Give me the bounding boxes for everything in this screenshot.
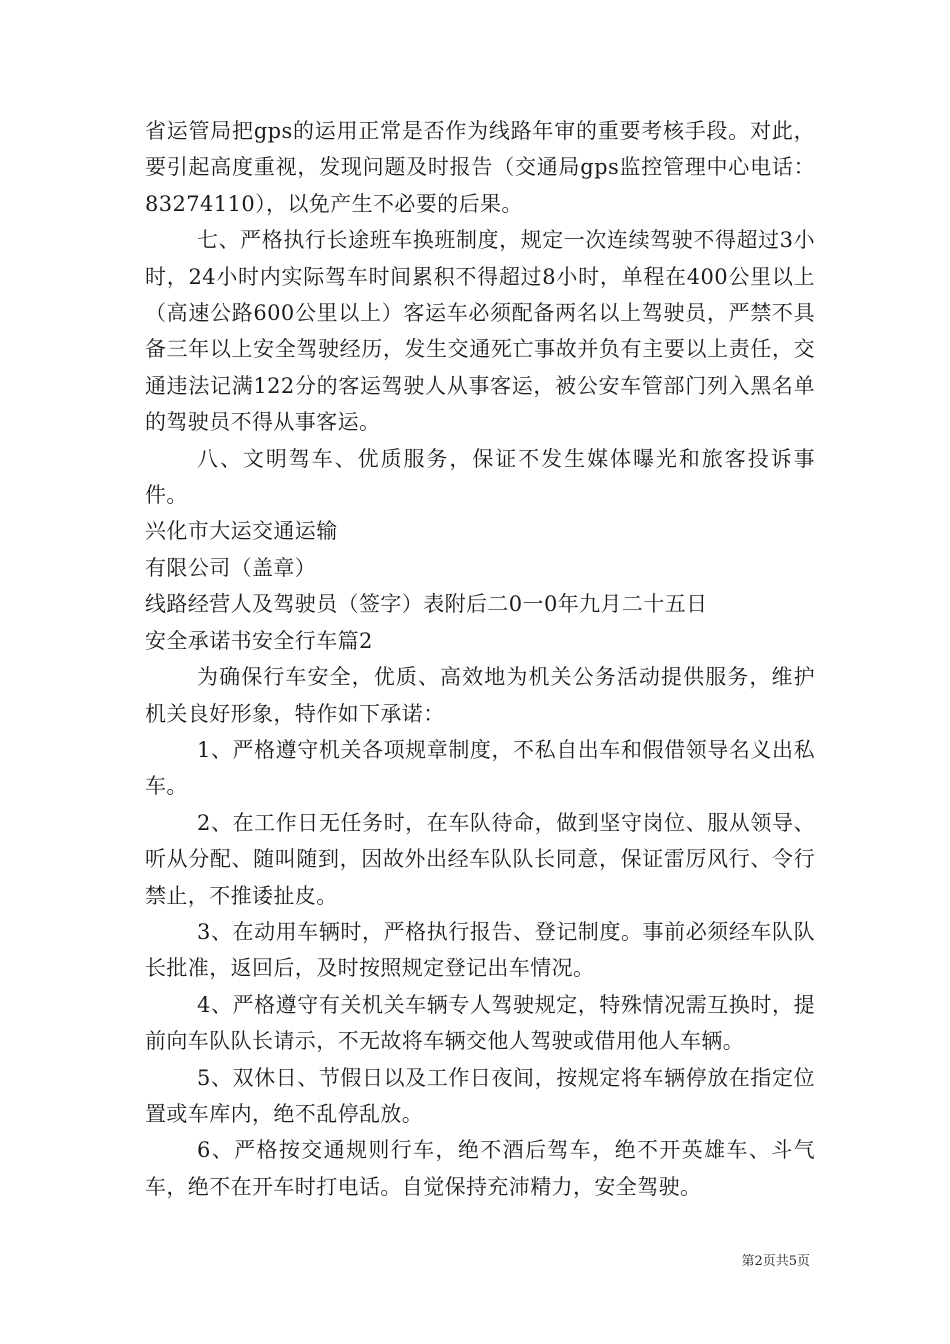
paragraph-pledge-6: 6、严格按交通规则行车，绝不酒后驾车，绝不开英雄车、斗气车，绝不在开车时打电话。自觉保持充沛精力，安全驾驶。 xyxy=(145,1138,815,1199)
paragraph-pledge-1: 1、严格遵守机关各项规章制度，不私自出车和假借领导名义出私车。 xyxy=(145,737,815,799)
paragraph-item-7: 七、严格执行长途班车换班制度，规定一次连续驾驶不得超过3小时，24小时内实际驾车时间累积不得超过8小时，单程在400公里以上（高速公路600公里以上）客运车必须配备两名以上驾驶员，严禁不具备三年以上安全驾驶经历，发生交通死亡事故并负有主要以上责任，交通违法记满122分的客运驾驶人从事客运，被公安车管部门列入黑名单的驾驶员不得从事客运。 xyxy=(145,228,815,435)
signature-company-line2: 有限公司（盖章） xyxy=(145,555,317,580)
paragraph-item-8: 八、文明驾车、优质服务，保证不发生媒体曝光和旅客投诉事件。 xyxy=(145,446,815,508)
paragraph-intro: 为确保行车安全，优质、高效地为机关公务活动提供服务，维护机关良好形象，特作如下承诺： xyxy=(145,665,815,726)
section-heading: 安全承诺书安全行车篇2 xyxy=(145,628,373,653)
signature-drivers-date: 线路经营人及驾驶员（签字）表附后二0一0年九月二十五日 xyxy=(145,592,708,617)
paragraph-gps-continuation: 省运管局把gps的运用正常是否作为线路年审的重要考核手段。对此，要引起高度重视，发现问题及时报告（交通局gps监控管理中心电话：83274110），以免产生不必要的后果。 xyxy=(145,119,815,216)
document-body xyxy=(145,113,815,1205)
signature-company-line1: 兴化市大运交通运输 xyxy=(145,519,338,544)
page-number-footer: 第2页共5页 xyxy=(741,1254,810,1269)
paragraph-pledge-2: 2、在工作日无任务时，在车队待命，做到坚守岗位、服从领导、听从分配、随叫随到，因故外出经车队队长同意，保证雷厉风行、令行禁止，不推诿扯皮。 xyxy=(145,810,815,908)
paragraph-pledge-3: 3、在动用车辆时，严格执行报告、登记制度。事前必须经车队队长批准，返回后，及时按照规定登记出车情况。 xyxy=(145,919,815,981)
paragraph-pledge-4: 4、严格遵守有关机关车辆专人驾驶规定，特殊情况需互换时，提前向车队队长请示，不无故将车辆交他人驾驶或借用他人车辆。 xyxy=(145,992,815,1054)
paragraph-pledge-5: 5、双休日、节假日以及工作日夜间，按规定将车辆停放在指定位置或车库内，绝不乱停乱放。 xyxy=(145,1065,815,1126)
